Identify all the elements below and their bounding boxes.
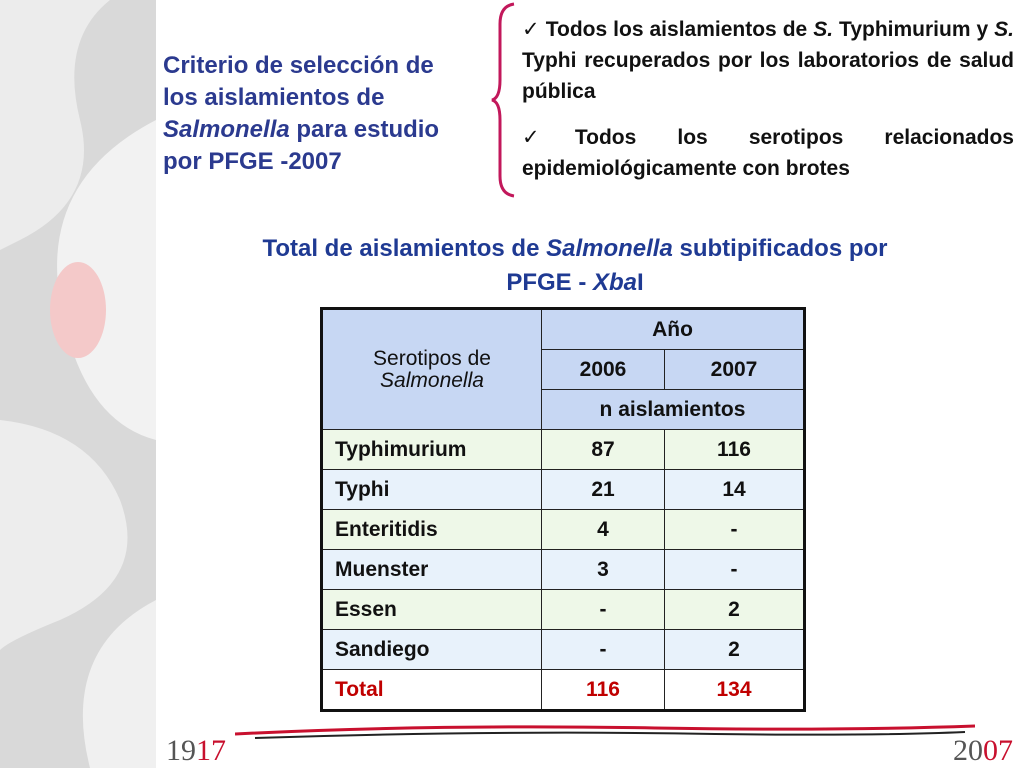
- serotype-name: Essen: [322, 590, 542, 630]
- footer-swoosh: [235, 722, 975, 742]
- subtitle-line-2: [170, 266, 980, 300]
- total-2006: 116: [542, 670, 665, 711]
- year-2007-header: 2007: [665, 350, 805, 390]
- subtitle-post: subtipificados por: [672, 235, 888, 262]
- serotype-column-header: [322, 309, 542, 430]
- value-2006: -: [542, 630, 665, 670]
- criteria-item-1-text-b: Typhimurium y: [833, 18, 995, 41]
- table-subtitle: [170, 232, 980, 300]
- serotype-name: Enteritidis: [322, 510, 542, 550]
- value-2007: 2: [665, 630, 805, 670]
- footer-year-end: [953, 734, 1013, 768]
- value-2007: 116: [665, 430, 805, 470]
- subtitle-line2-post: I: [637, 269, 644, 296]
- subtitle-pre: Total de aislamientos de: [262, 235, 547, 262]
- value-2007: -: [665, 510, 805, 550]
- value-2006: 3: [542, 550, 665, 590]
- serotypes-table: [320, 307, 806, 712]
- criteria-item-1-text-a: Todos los aislamientos de: [539, 18, 814, 41]
- subtitle-line2-pre: PFGE -: [506, 269, 593, 296]
- criteria-item-2: [522, 122, 1014, 184]
- selection-criteria-title: [163, 50, 493, 178]
- logo-watermark: [0, 0, 156, 768]
- year-2006-header: 2006: [542, 350, 665, 390]
- table-row: [322, 630, 805, 670]
- total-label: Total: [322, 670, 542, 711]
- value-2006: -: [542, 590, 665, 630]
- serotype-header-line-1: Serotipos de: [373, 346, 491, 370]
- criteria-list: [522, 14, 1014, 199]
- value-2006: 4: [542, 510, 665, 550]
- title-line-4: por PFGE -2007: [163, 148, 342, 175]
- title-line-3-rest: para estudio: [289, 116, 440, 143]
- criteria-item-1-s1: S.: [813, 18, 834, 41]
- total-2007: 134: [665, 670, 805, 711]
- criteria-item-1-text-c: Typhi recuperados por los laboratorios de salud pública: [522, 49, 1014, 103]
- subtitle-line-1: [170, 232, 980, 266]
- table-row: [322, 430, 805, 470]
- curly-brace-icon: [490, 2, 518, 198]
- checkmark-icon: ✓: [522, 126, 575, 149]
- subtitle-line2-italic: Xba: [592, 269, 637, 296]
- value-2006: 87: [542, 430, 665, 470]
- title-line-1: Criterio de selección de: [163, 52, 434, 79]
- value-2007: -: [665, 550, 805, 590]
- serotype-name: Typhi: [322, 470, 542, 510]
- table-row: [322, 470, 805, 510]
- pink-blob-icon: [50, 262, 106, 358]
- decorative-left-strip: [0, 0, 156, 768]
- table-row: [322, 510, 805, 550]
- checkmark-icon: ✓: [522, 18, 540, 41]
- table-row: [322, 590, 805, 630]
- title-italic-salmonella: Salmonella: [163, 116, 290, 143]
- year-header: Año: [542, 309, 805, 350]
- table-header-row-1: [322, 309, 805, 350]
- value-2007: 2: [665, 590, 805, 630]
- footer-year-end-b: 07: [983, 734, 1013, 767]
- value-2006: 21: [542, 470, 665, 510]
- criteria-item-1-s2: S.: [994, 18, 1014, 41]
- value-2007: 14: [665, 470, 805, 510]
- footer-year-end-a: 20: [953, 734, 983, 767]
- table-row: [322, 550, 805, 590]
- criteria-item-2-text: Todos los serotipos relacionados epidemiológicamente con brotes: [522, 126, 1014, 180]
- footer-year-start-a: 19: [166, 734, 196, 767]
- serotype-header-line-2: Salmonella: [380, 368, 484, 392]
- serotype-name: Muenster: [322, 550, 542, 590]
- unit-header: n aislamientos: [542, 390, 805, 430]
- footer-year-start-b: 17: [196, 734, 226, 767]
- table-total-row: [322, 670, 805, 711]
- criteria-item-1: [522, 14, 1014, 107]
- serotype-name: Typhimurium: [322, 430, 542, 470]
- serotype-name: Sandiego: [322, 630, 542, 670]
- subtitle-italic: Salmonella: [546, 235, 673, 262]
- title-line-3: [163, 114, 493, 146]
- title-line-2: los aislamientos de: [163, 84, 385, 111]
- footer-year-start: [166, 734, 226, 768]
